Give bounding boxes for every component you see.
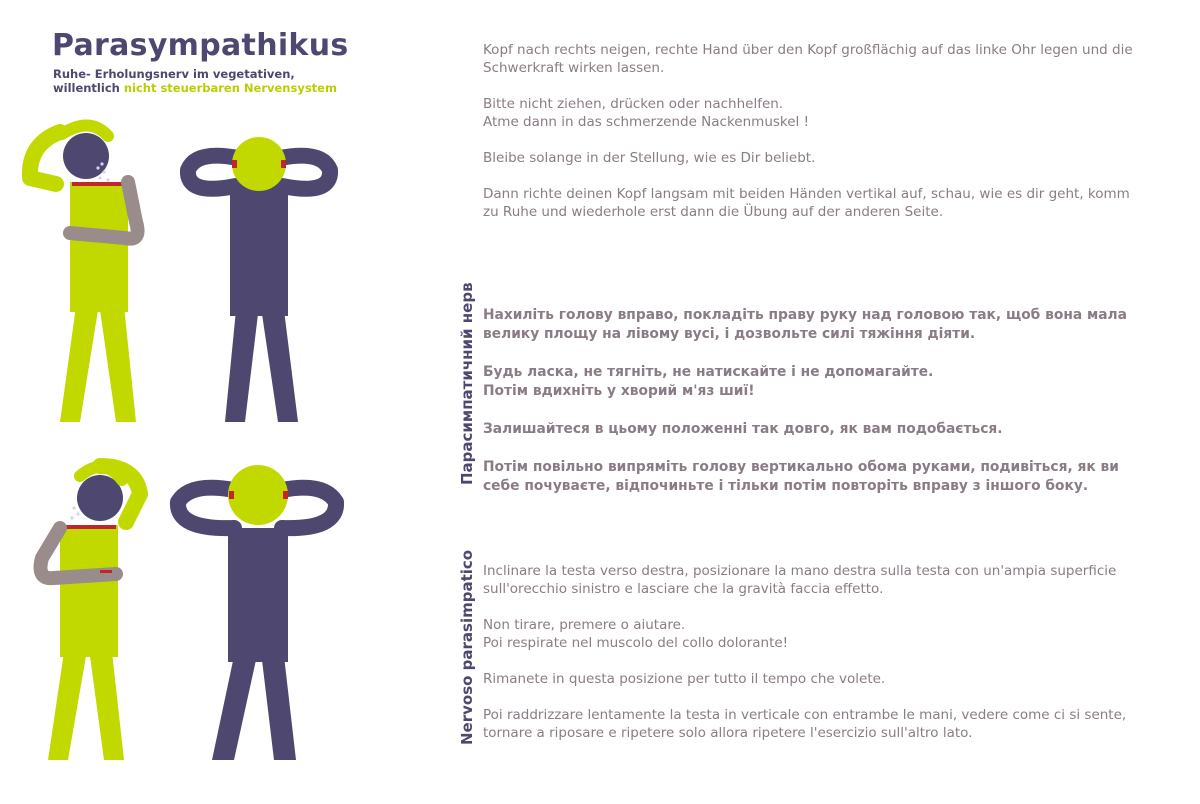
section-label-ukrainian: Парасимпатичний нерв — [458, 282, 476, 485]
figure-hands-behind-head-top — [188, 137, 330, 422]
de-paragraph-2a: Bitte nicht ziehen, drücken oder nachhelfen. — [483, 96, 784, 112]
de-paragraph-2 — [483, 95, 1133, 131]
uk-paragraph-1: Нахиліть голову вправо, покладіть праву руку над головою так, щоб вона мала велику площу на лівому вусі, і дозвольте силі тяжіння діяти. — [483, 307, 1127, 342]
figure-hands-behind-head-bottom — [178, 465, 336, 760]
section-label-italian: Nervoso parasimpatico — [458, 549, 476, 745]
subtitle-line-1: Ruhe- Erholungsnerv im vegetativen, — [53, 67, 295, 81]
de-paragraph-3: Bleibe solange in der Stellung, wie es Dir beliebt. — [483, 150, 816, 166]
uk-paragraph-2b: Потім вдихніть у хворий м'яз шиї! — [483, 383, 755, 399]
uk-paragraph-2a: Будь ласка, не тягніть, не натискайте і не допомагайте. — [483, 364, 934, 380]
de-paragraph-4: Dann richte deinen Kopf langsam mit beiden Händen vertikal auf, schau, wie es dir geht, komm zu Ruhe und wiederhole erst dann die Übung auf der anderen Seite. — [483, 186, 1130, 220]
it-paragraph-2b: Poi respirate nel muscolo del collo dolorante! — [483, 635, 789, 651]
it-paragraph-4: Poi raddrizzare lentamente la testa in verticale con entrambe le mani, vedere come ci si sente, tornare a riposare e ripetere solo allora ripetere l'esercizio sull'altro lato. — [483, 707, 1127, 741]
page-title: Parasympathikus — [52, 28, 349, 63]
it-paragraph-2a: Non tirare, premere o aiutare. — [483, 617, 686, 633]
uk-paragraph-3: Залишайтеся в цьому положенні так довго, як вам подобається. — [483, 421, 1003, 437]
exercise-illustrations — [0, 110, 440, 800]
subtitle-prefix: willentlich — [53, 81, 124, 95]
subtitle-line-2 — [53, 81, 337, 95]
figure-tilt-left-top — [30, 125, 138, 422]
it-paragraph-3: Rimanete in questa posizione per tutto il tempo che volete. — [483, 671, 886, 687]
figure-tilt-right-bottom — [41, 466, 141, 760]
uk-paragraph-4: Потім повільно випряміть голову вертикально обома руками, подивіться, як ви себе почуваєте, відпочиньте і тільки потім повторіть вправу з іншого боку. — [483, 459, 1119, 494]
subtitle-accent: nicht steuerbaren Nervensystem — [123, 81, 337, 95]
de-paragraph-1: Kopf nach rechts neigen, rechte Hand über den Kopf großflächig auf das linke Ohr legen und die Schwerkraft wirken lassen. — [483, 42, 1133, 76]
uk-paragraph-2 — [483, 363, 1133, 401]
page-subtitle — [53, 67, 337, 95]
de-paragraph-2b: Atme dann in das schmerzende Nackenmuskel ! — [483, 114, 810, 130]
instructions-ukrainian — [483, 306, 1133, 515]
it-paragraph-1: Inclinare la testa verso destra, posizionare la mano destra sulla testa con un'ampia superficie sull'orecchio sinistro e lasciare che la gravità faccia effetto. — [483, 563, 1117, 597]
instructions-german — [483, 41, 1133, 221]
instructions-italian — [483, 562, 1133, 742]
it-paragraph-2 — [483, 616, 1133, 652]
